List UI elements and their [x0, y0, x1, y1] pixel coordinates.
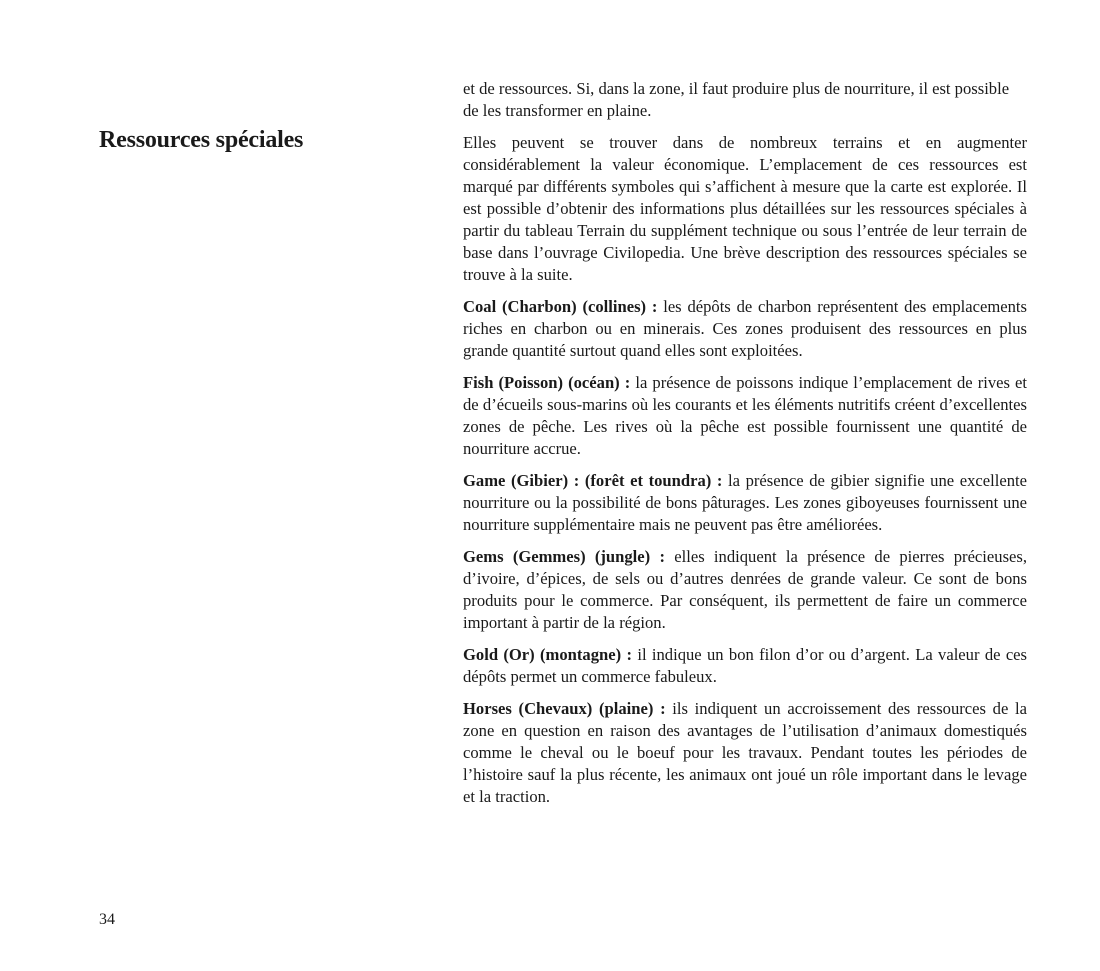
resource-description: la présence de poissons indique l’emplacement de rives et de d’écueils sous-marins où les courants et les éléments nutritifs créent d’excellentes zones de pêche. Les rives où la pêche est possible fournissent une quantité de nourriture accrue. — [463, 373, 1027, 458]
paragraph-overview: Elles peuvent se trouver dans de nombreux terrains et en augmenter considérablement la valeur économique. L’emplacement de ces ressources est marqué par différents symboles qui s’affichent à mesure que la carte est explorée. Il est possible d’obtenir des informations plus détaillées sur les ressources spéciales à partir du tableau Terrain du supplément technique ou sous l’entrée de leur terrain de base dans l’ouvrage Civilopedia. Une brève description des ressources spéciales se trouve à la suite. — [463, 133, 1027, 284]
resource-description: la présence de gibier signifie une excellente nourriture ou la possibilité de bons pâturages. Les zones giboyeuses fournissent une nourriture supplémentaire mais ne peuvent pas être améliorées. — [463, 471, 1027, 534]
resource-description: les dépôts de charbon représentent des emplacements riches en charbon ou en minerais. Ces zones produisent des ressources en plus grande quantité surtout quand elles sont exploitées. — [463, 297, 1028, 360]
resource-term: Game (Gibier) : (forêt et toundra) : — [463, 471, 723, 490]
resource-description: ils indiquent un accroissement des ressources de la zone en question en raison des avantages de l’utilisation d’animaux domestiqués comme le cheval ou le boeuf pour les travaux. Pendant toutes les périodes de l’histoire sauf la plus récente, les animaux ont joué un rôle important dans le levage et la traction. — [463, 699, 1027, 806]
body-text-column — [463, 78, 1027, 818]
resource-horses — [463, 698, 1027, 808]
resource-fish — [463, 372, 1027, 460]
resource-term: Gold (Or) (montagne) : — [463, 645, 633, 664]
paragraph-continued: et de ressources. Si, dans la zone, il faut produire plus de nourriture, il est possible de les transformer en plaine. — [463, 79, 1010, 120]
resource-term: Horses (Chevaux) (plaine) : — [463, 699, 666, 718]
resource-gems — [463, 546, 1027, 634]
resource-description: elles indiquent la présence de pierres précieuses, d’ivoire, d’épices, de sels ou d’autres denrées de grande valeur. Ce sont de bons produits pour le commerce. Par conséquent, ils permettent de faire un commerce important à partir de la région. — [463, 547, 1027, 632]
section-title: Ressources spéciales — [99, 127, 304, 153]
resource-gold — [463, 644, 1027, 688]
page-number: 34 — [99, 911, 115, 928]
resource-term: Fish (Poisson) (océan) : — [463, 373, 631, 392]
resource-term: Coal (Charbon) (collines) : — [463, 297, 658, 316]
resource-description: il indique un bon filon d’or ou d’argent. La valeur de ces dépôts permet un commerce fabuleux. — [463, 645, 1028, 686]
resource-term: Gems (Gemmes) (jungle) : — [463, 547, 665, 566]
resource-game — [463, 470, 1027, 536]
resource-coal — [463, 296, 1027, 362]
